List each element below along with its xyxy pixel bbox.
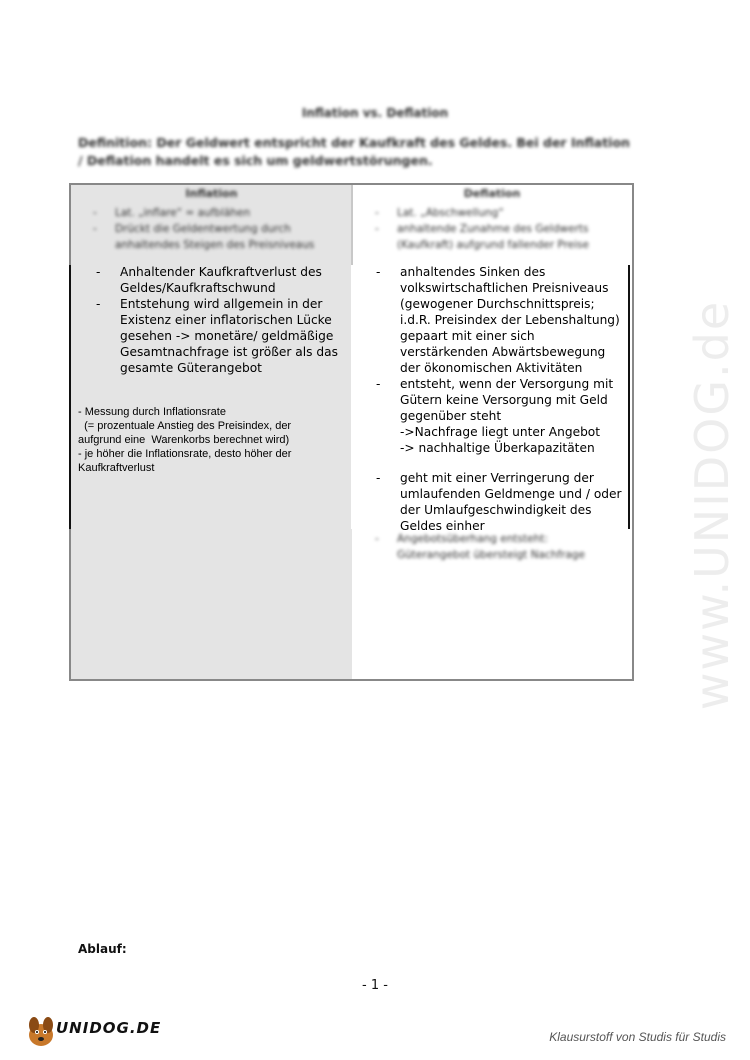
definition-paragraph: Definition: Der Geldwert entspricht der Kaufkraft des Geldes. Bei der Inflation / Deflation handelt es sich um geldwertstörungen. [78, 135, 630, 168]
table-right-border [628, 265, 630, 529]
inflation-header: Inflation [185, 187, 238, 200]
note-line: - Messung durch Inflationsrate [78, 406, 226, 418]
list-item [372, 376, 626, 456]
list-item: - anhaltende Zunahme des Geldwerts (Kaufkraft) aufgrund fallender Preise [371, 221, 621, 253]
unidog-logo [24, 1013, 164, 1049]
page-number: - 1 - [362, 978, 388, 993]
inflation-list [92, 264, 346, 376]
ablauf-heading: Ablauf: [78, 942, 127, 956]
line: umlaufenden Geldmenge und / oder [400, 487, 622, 501]
line: der Umlaufgeschwindigkeit des [400, 503, 592, 517]
list-item: - Anhaltender Kaufkraftverlust des Geldes/Kaufkraftschwund [92, 264, 346, 296]
list-item: - Drückt die Geldentwertung durch anhaltendes Steigen des Preisniveaus [89, 221, 339, 253]
footer-slogan: Klausurstoff von Studis für Studis [549, 1030, 726, 1044]
line: (gewogener Durchschnittspreis; [400, 297, 595, 311]
line: ->Nachfrage liegt unter Angebot [400, 425, 601, 439]
line: gegenüber steht [400, 409, 502, 423]
note-line: - je höher die Inflationsrate, desto höher der [78, 448, 292, 460]
list-item: - Angebotsüberhang entsteht: Güterangebot übersteigt Nachfrage [371, 531, 621, 563]
list-item [372, 264, 626, 376]
deflation-blurred-bottom [371, 531, 621, 563]
line: -> nachhaltige Überkapazitäten [400, 441, 595, 455]
line: volkswirtschaftlichen Preisniveaus [400, 281, 609, 295]
list-item: - Lat. „inflare“ = aufblähen [89, 205, 339, 221]
line: - geht mit einer Verringerung der [400, 471, 594, 485]
deflation-blurred-list [371, 205, 621, 253]
line: - anhaltendes Sinken des [400, 265, 546, 279]
line: der ökonomischen Aktivitäten [400, 361, 583, 375]
note-line: (= prozentuale Anstieg des Preisindex, der [78, 420, 292, 432]
note-line: aufgrund eine Warenkorbs berechnet wird) [78, 434, 290, 446]
deflation-header: Deflation [463, 187, 521, 200]
list-item: - Lat. „Abschwellung“ [371, 205, 621, 221]
line: - entsteht, wenn der Versorgung mit [400, 377, 614, 391]
line: Geldes einher [400, 519, 485, 533]
logo-text: UNIDOG.DE [56, 1019, 162, 1037]
list-item [372, 470, 626, 534]
table-left-border [69, 265, 71, 529]
line: gepaart mit einer sich [400, 329, 535, 343]
line: i.d.R. Preisindex der Lebenshaltung) [400, 313, 620, 327]
note-line: Kaufkraftverlust [78, 462, 155, 474]
document-title: Inflation vs. Deflation [301, 106, 449, 120]
inflation-notes [78, 405, 346, 475]
line: Gütern keine Versorgung mit Geld [400, 393, 608, 407]
watermark-text: www.UNIDOG.de [685, 299, 739, 711]
list-item: - Entstehung wird allgemein in der Existenz einer inflatorischen Lücke gesehen -> monetäre/ geldmäßige Gesamtnachfrage ist größer als das gesamte Güterangebot [92, 296, 346, 376]
deflation-list [372, 264, 626, 534]
inflation-blurred-list [89, 205, 339, 253]
line: verstärkenden Abwärtsbewegung [400, 345, 606, 359]
dog-icon [24, 1013, 58, 1049]
